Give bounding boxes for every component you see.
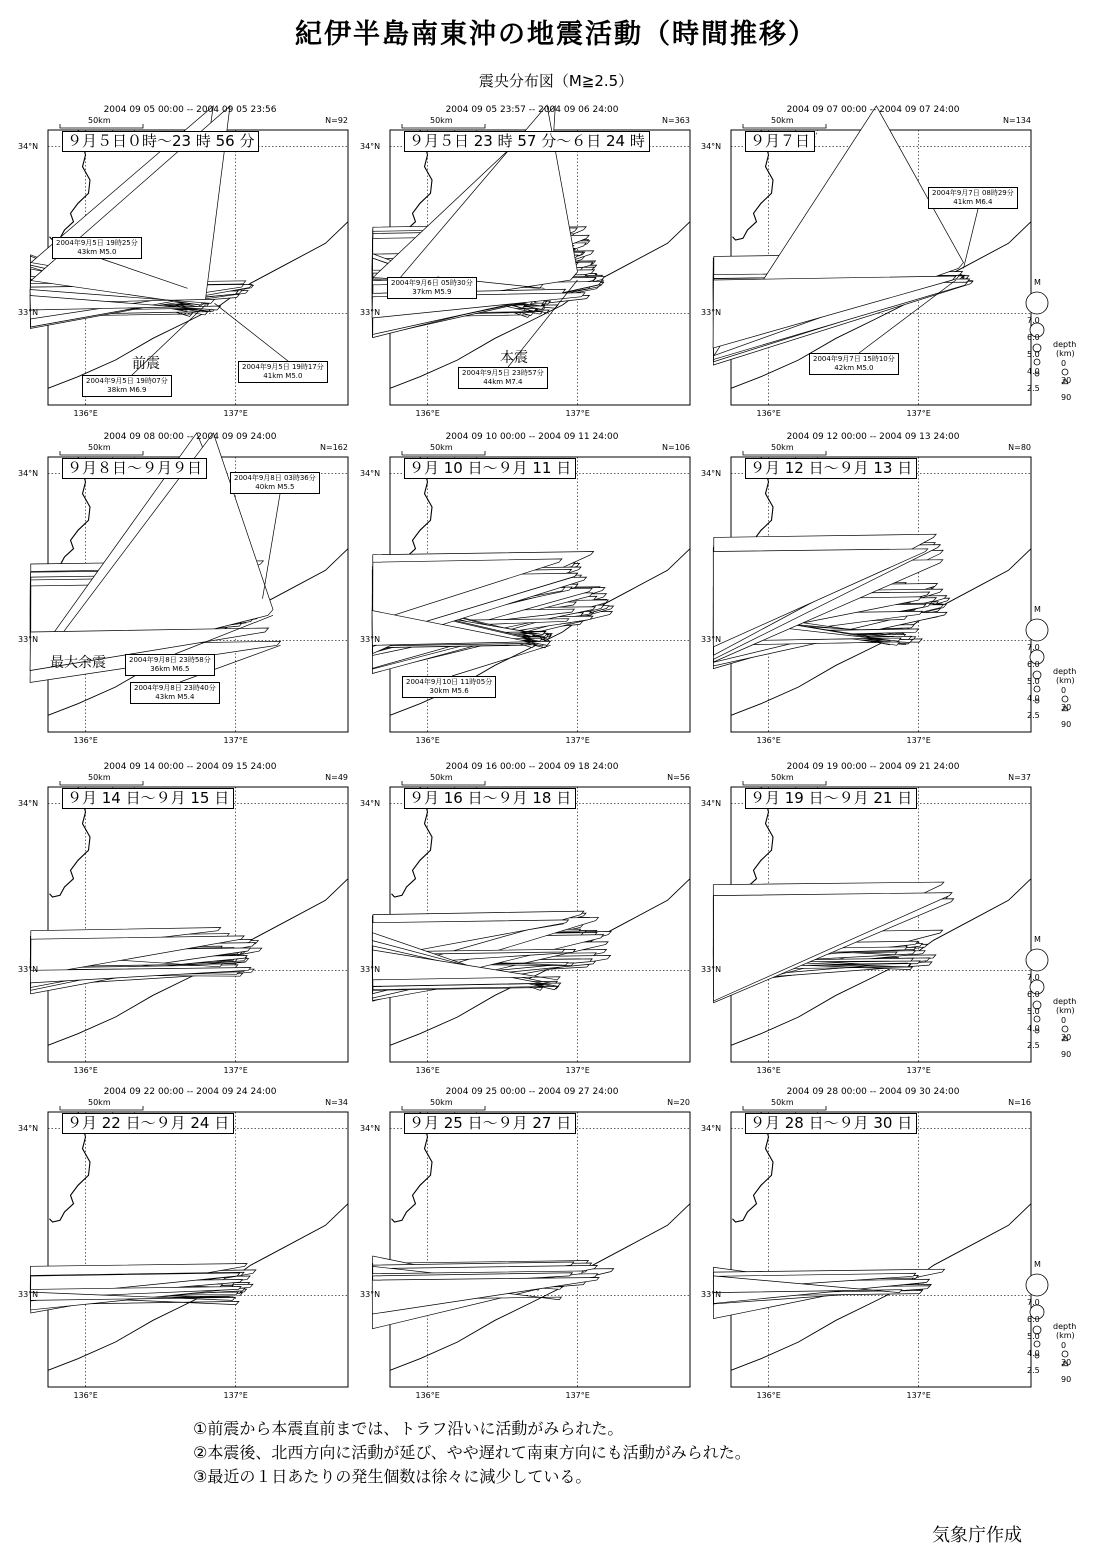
callout-line: 2004年9月5日 23時57分 — [462, 369, 544, 377]
period-label: ９月８日～９月９日 — [62, 458, 207, 479]
legend-m-value: 7.0 — [1027, 973, 1040, 982]
panel-9 — [701, 762, 1077, 1092]
callout-line: 2004年9月8日 23時58分 — [129, 656, 211, 664]
period-header: 2004 09 05 23:57 -- 2004 09 06 24:00 — [445, 105, 619, 115]
legend-depth-unit: (km) — [1056, 1331, 1075, 1340]
period-header: 2004 09 28 00:00 -- 2004 09 30 24:00 — [786, 1087, 960, 1097]
agency-credit: 気象庁作成 — [932, 1525, 1022, 1546]
legend-m-value: 5.0 — [1027, 1332, 1040, 1341]
lat-label-34: 34°N — [18, 141, 39, 151]
quake-callout — [52, 237, 142, 259]
callout-line: 44km M7.4 — [483, 378, 523, 386]
map-frame — [731, 1112, 1031, 1387]
magnitude-depth-legend — [1027, 273, 1077, 413]
scale-label: 50km — [88, 116, 111, 125]
event-tag: 前震 — [132, 356, 160, 372]
lat-label-34: 34°N — [701, 141, 722, 151]
period-header: 2004 09 25 00:00 -- 2004 09 27 24:00 — [445, 1087, 619, 1097]
lat-label-34: 34°N — [18, 1123, 39, 1133]
quake-callout — [82, 375, 172, 397]
map-frame — [390, 1112, 690, 1387]
map-canvas — [713, 105, 1033, 435]
lon-label-137: 137°E — [906, 1391, 931, 1400]
legend-m-value: 6.0 — [1027, 333, 1040, 342]
lon-label-136: 136°E — [73, 1066, 98, 1075]
scale-label: 50km — [88, 443, 111, 452]
footnote-2: ②本震後、北西方向に活動が延び、やや遅れて南東方向にも活動がみられた。 — [193, 1443, 751, 1462]
legend-depth-value: 90 — [1061, 720, 1072, 729]
event-count: N=34 — [325, 1098, 348, 1107]
lat-label-34: 34°N — [360, 1123, 381, 1133]
legend-m-value: 7.0 — [1027, 643, 1040, 652]
depth-circle-30 — [1062, 1351, 1068, 1357]
period-label: ９月５日０時～23 時 56 分 — [62, 131, 259, 152]
panel-8 — [360, 762, 692, 1092]
legend-depth-value: 30 — [1061, 1358, 1072, 1367]
lat-label-33: 33°N — [360, 635, 381, 645]
legend-depth-value: 0 — [1061, 686, 1067, 695]
lat-label-33: 33°N — [701, 1290, 722, 1300]
legend-m-value: 4.0 — [1027, 1349, 1040, 1358]
magnitude-depth-legend — [1027, 1255, 1077, 1395]
legend-m-title: M — [1034, 278, 1041, 287]
legend-m-title: M — [1034, 1260, 1041, 1269]
lat-label-33: 33°N — [701, 635, 722, 645]
callout-line: 2004年9月8日 23時40分 — [134, 684, 216, 692]
period-header: 2004 09 07 00:00 -- 2004 09 07 24:00 — [786, 105, 960, 115]
lon-label-137: 137°E — [565, 736, 590, 745]
legend-m-title: M — [1034, 605, 1041, 614]
lon-label-137: 137°E — [906, 736, 931, 745]
depth-circle-30 — [1062, 369, 1068, 375]
scale-label: 50km — [771, 443, 794, 452]
lat-label-33: 33°N — [18, 965, 39, 975]
quake-callout — [458, 367, 548, 389]
panel-4 — [18, 432, 350, 762]
lon-label-136: 136°E — [756, 1066, 781, 1075]
lon-label-137: 137°E — [565, 1391, 590, 1400]
legend-depth-unit: (km) — [1056, 676, 1075, 685]
panel-7 — [18, 762, 350, 1092]
quake-callout — [387, 277, 477, 299]
period-label: ９月７日 — [745, 131, 815, 152]
scale-label: 50km — [430, 116, 453, 125]
lon-label-136: 136°E — [73, 736, 98, 745]
legend-m-value: 2.5 — [1027, 711, 1040, 720]
lat-label-33: 33°N — [701, 308, 722, 318]
scale-label: 50km — [88, 1098, 111, 1107]
legend-depth-value: 90 — [1061, 1050, 1072, 1059]
event-tag: 最大余震 — [50, 655, 106, 671]
event-tag: 本震 — [500, 350, 528, 366]
legend-depth-value: 30 — [1061, 376, 1072, 385]
scale-label: 50km — [771, 773, 794, 782]
scale-label: 50km — [771, 116, 794, 125]
legend-depth-value: 90 — [1061, 1375, 1072, 1384]
magnitude-depth-legend — [1027, 600, 1077, 740]
legend-depth-title: depth — [1053, 997, 1077, 1006]
period-label: ９月 10 日～９月 11 日 — [404, 458, 576, 479]
depth-circle-30 — [1062, 696, 1068, 702]
map-canvas — [30, 1087, 350, 1417]
lat-label-33: 33°N — [360, 965, 381, 975]
scale-label: 50km — [430, 443, 453, 452]
callout-line: 2004年9月5日 19時07分 — [86, 377, 168, 385]
magnitude-circle — [1026, 292, 1048, 314]
lon-label-137: 137°E — [906, 1066, 931, 1075]
legend-m-title: M — [1034, 935, 1041, 944]
panel-2 — [360, 105, 692, 435]
panel-10 — [18, 1087, 350, 1417]
footnote-3: ③最近の１日あたりの発生個数は徐々に減少している。 — [193, 1467, 592, 1486]
legend-depth-title: depth — [1053, 667, 1077, 676]
callout-line: 42km M5.0 — [834, 364, 874, 372]
legend-depth-value: 0 — [1061, 359, 1067, 368]
callout-line: 43km M5.4 — [155, 693, 195, 701]
legend-m-value: 4.0 — [1027, 367, 1040, 376]
legend-m-value: 6.0 — [1027, 990, 1040, 999]
event-count: N=49 — [325, 773, 348, 782]
panel-5 — [360, 432, 692, 762]
period-header: 2004 09 22 00:00 -- 2004 09 24 24:00 — [103, 1087, 277, 1097]
lat-label-34: 34°N — [360, 468, 381, 478]
legend-depth-value: 90 — [1061, 393, 1072, 402]
event-count: N=56 — [667, 773, 690, 782]
magnitude-circle — [1034, 686, 1040, 692]
legend-m-value: 5.0 — [1027, 350, 1040, 359]
period-header: 2004 09 14 00:00 -- 2004 09 15 24:00 — [103, 762, 277, 772]
callout-line: 2004年9月7日 15時10分 — [813, 355, 895, 363]
map-canvas — [372, 1087, 692, 1417]
callout-line: 37km M5.9 — [412, 288, 452, 296]
legend-m-value: 5.0 — [1027, 1007, 1040, 1016]
lat-label-33: 33°N — [360, 308, 381, 318]
lon-label-136: 136°E — [73, 409, 98, 418]
legend-depth-value: 0 — [1061, 1341, 1067, 1350]
event-count: N=92 — [325, 116, 348, 125]
event-count: N=162 — [320, 443, 348, 452]
map-subtitle: 震央分布図（M≧2.5） — [478, 72, 634, 90]
map-canvas — [713, 432, 1033, 762]
legend-m-value: 6.0 — [1027, 660, 1040, 669]
legend-depth-unit: (km) — [1056, 349, 1075, 358]
lon-label-136: 136°E — [756, 1391, 781, 1400]
legend-depth-value: 0 — [1061, 1016, 1067, 1025]
lat-label-33: 33°N — [18, 308, 39, 318]
callout-line: 2004年9月7日 08時29分 — [932, 189, 1014, 197]
callout-line: 41km M6.4 — [953, 198, 993, 206]
lon-label-137: 137°E — [565, 409, 590, 418]
lat-label-34: 34°N — [701, 798, 722, 808]
callout-line: 43km M5.0 — [77, 248, 117, 256]
lon-label-137: 137°E — [223, 1391, 248, 1400]
scale-label: 50km — [771, 1098, 794, 1107]
panel-6 — [701, 432, 1077, 762]
period-label: ９月 28 日～９月 30 日 — [745, 1113, 917, 1134]
lat-label-33: 33°N — [18, 1290, 39, 1300]
magnitude-circle — [1026, 949, 1048, 971]
scale-label: 50km — [430, 773, 453, 782]
callout-line: 2004年9月10日 11時05分 — [406, 678, 493, 686]
legend-depth-title: depth — [1053, 1322, 1077, 1331]
panel-1 — [18, 105, 350, 435]
lon-label-136: 136°E — [756, 736, 781, 745]
period-header: 2004 09 19 00:00 -- 2004 09 21 24:00 — [786, 762, 960, 772]
magnitude-circle — [1034, 1341, 1040, 1347]
scale-label: 50km — [88, 773, 111, 782]
legend-depth-value: 30 — [1061, 1033, 1072, 1042]
map-canvas — [372, 762, 692, 1092]
lon-label-136: 136°E — [73, 1391, 98, 1400]
quake-callout — [230, 472, 320, 494]
lat-label-33: 33°N — [18, 635, 39, 645]
map-canvas — [713, 1087, 1033, 1417]
period-label: ９月５日 23 時 57 分～６日 24 時 — [404, 131, 650, 152]
legend-depth-value: 30 — [1061, 703, 1072, 712]
callout-line: 30km M5.6 — [429, 687, 469, 695]
map-canvas — [713, 762, 1033, 1092]
quake-callout — [928, 187, 1018, 209]
event-count: N=16 — [1008, 1098, 1031, 1107]
map-canvas — [30, 762, 350, 1092]
lat-label-33: 33°N — [701, 965, 722, 975]
magnitude-circle — [1026, 619, 1048, 641]
legend-m-value: 4.0 — [1027, 1024, 1040, 1033]
legend-m-value: 6.0 — [1027, 1315, 1040, 1324]
lat-label-34: 34°N — [18, 468, 39, 478]
period-header: 2004 09 16 00:00 -- 2004 09 18 24:00 — [445, 762, 619, 772]
lon-label-137: 137°E — [223, 409, 248, 418]
quake-callout — [402, 676, 496, 698]
period-header: 2004 09 12 00:00 -- 2004 09 13 24:00 — [786, 432, 960, 442]
page-title: 紀伊半島南東沖の地震活動（時間推移） — [295, 19, 817, 50]
lat-label-33: 33°N — [360, 1290, 381, 1300]
callout-line: 2004年9月8日 03時36分 — [234, 474, 316, 482]
period-header: 2004 09 08 00:00 -- 2004 09 09 24:00 — [103, 432, 277, 442]
callout-line: 41km M5.0 — [263, 372, 303, 380]
legend-m-value: 2.5 — [1027, 1366, 1040, 1375]
map-canvas — [372, 432, 692, 762]
scale-label: 50km — [430, 1098, 453, 1107]
period-label: ９月 25 日～９月 27 日 — [404, 1113, 576, 1134]
lon-label-137: 137°E — [906, 409, 931, 418]
callout-line: 40km M5.5 — [255, 483, 295, 491]
event-count: N=20 — [667, 1098, 690, 1107]
magnitude-depth-legend — [1027, 930, 1077, 1070]
legend-m-value: 4.0 — [1027, 694, 1040, 703]
callout-line: 2004年9月6日 05時30分 — [391, 279, 473, 287]
callout-line: 36km M6.5 — [150, 665, 190, 673]
lat-label-34: 34°N — [360, 141, 381, 151]
period-label: ９月 14 日～９月 15 日 — [62, 788, 234, 809]
lat-label-34: 34°N — [360, 798, 381, 808]
callout-line: 2004年9月5日 19時25分 — [56, 239, 138, 247]
period-label: ９月 16 日～９月 18 日 — [404, 788, 576, 809]
legend-m-value: 2.5 — [1027, 384, 1040, 393]
period-label: ９月 19 日～９月 21 日 — [745, 788, 917, 809]
panel-3 — [701, 105, 1077, 435]
event-count: N=106 — [662, 443, 690, 452]
period-header: 2004 09 05 00:00 -- 2004 09 05 23:56 — [103, 105, 277, 115]
quake-callout — [809, 353, 899, 375]
period-label: ９月 22 日～９月 24 日 — [62, 1113, 234, 1134]
lat-label-34: 34°N — [701, 468, 722, 478]
lat-label-34: 34°N — [18, 798, 39, 808]
legend-m-value: 7.0 — [1027, 316, 1040, 325]
depth-circle-30 — [1062, 1026, 1068, 1032]
event-count: N=134 — [1003, 116, 1031, 125]
lon-label-137: 137°E — [223, 736, 248, 745]
callout-line: 38km M6.9 — [107, 386, 147, 394]
map-frame — [48, 1112, 348, 1387]
lon-label-136: 136°E — [415, 409, 440, 418]
legend-m-value: 5.0 — [1027, 677, 1040, 686]
period-header: 2004 09 10 00:00 -- 2004 09 11 24:00 — [445, 432, 619, 442]
quake-callout — [125, 654, 215, 676]
lon-label-136: 136°E — [756, 409, 781, 418]
panel-11 — [360, 1087, 692, 1417]
legend-depth-title: depth — [1053, 340, 1077, 349]
legend-depth-unit: (km) — [1056, 1006, 1075, 1015]
footnote-1: ①前震から本震直前までは、トラフ沿いに活動がみられた。 — [193, 1419, 624, 1438]
quake-callout — [130, 682, 220, 704]
lon-label-136: 136°E — [415, 1066, 440, 1075]
lon-label-137: 137°E — [565, 1066, 590, 1075]
legend-m-value: 2.5 — [1027, 1041, 1040, 1050]
period-label: ９月 12 日～９月 13 日 — [745, 458, 917, 479]
event-count: N=363 — [662, 116, 690, 125]
map-frame — [48, 787, 348, 1062]
lon-label-137: 137°E — [223, 1066, 248, 1075]
map-canvas — [30, 105, 350, 435]
callout-line: 2004年9月5日 19時17分 — [242, 363, 324, 371]
event-count: N=37 — [1008, 773, 1031, 782]
legend-m-value: 7.0 — [1027, 1298, 1040, 1307]
lon-label-136: 136°E — [415, 1391, 440, 1400]
quake-callout — [238, 361, 328, 383]
lon-label-136: 136°E — [415, 736, 440, 745]
event-count: N=80 — [1008, 443, 1031, 452]
lat-label-34: 34°N — [701, 1123, 722, 1133]
magnitude-circle — [1034, 1016, 1040, 1022]
magnitude-circle — [1026, 1274, 1048, 1296]
magnitude-circle — [1034, 359, 1040, 365]
panel-12 — [701, 1087, 1077, 1417]
footnotes — [193, 1417, 751, 1489]
